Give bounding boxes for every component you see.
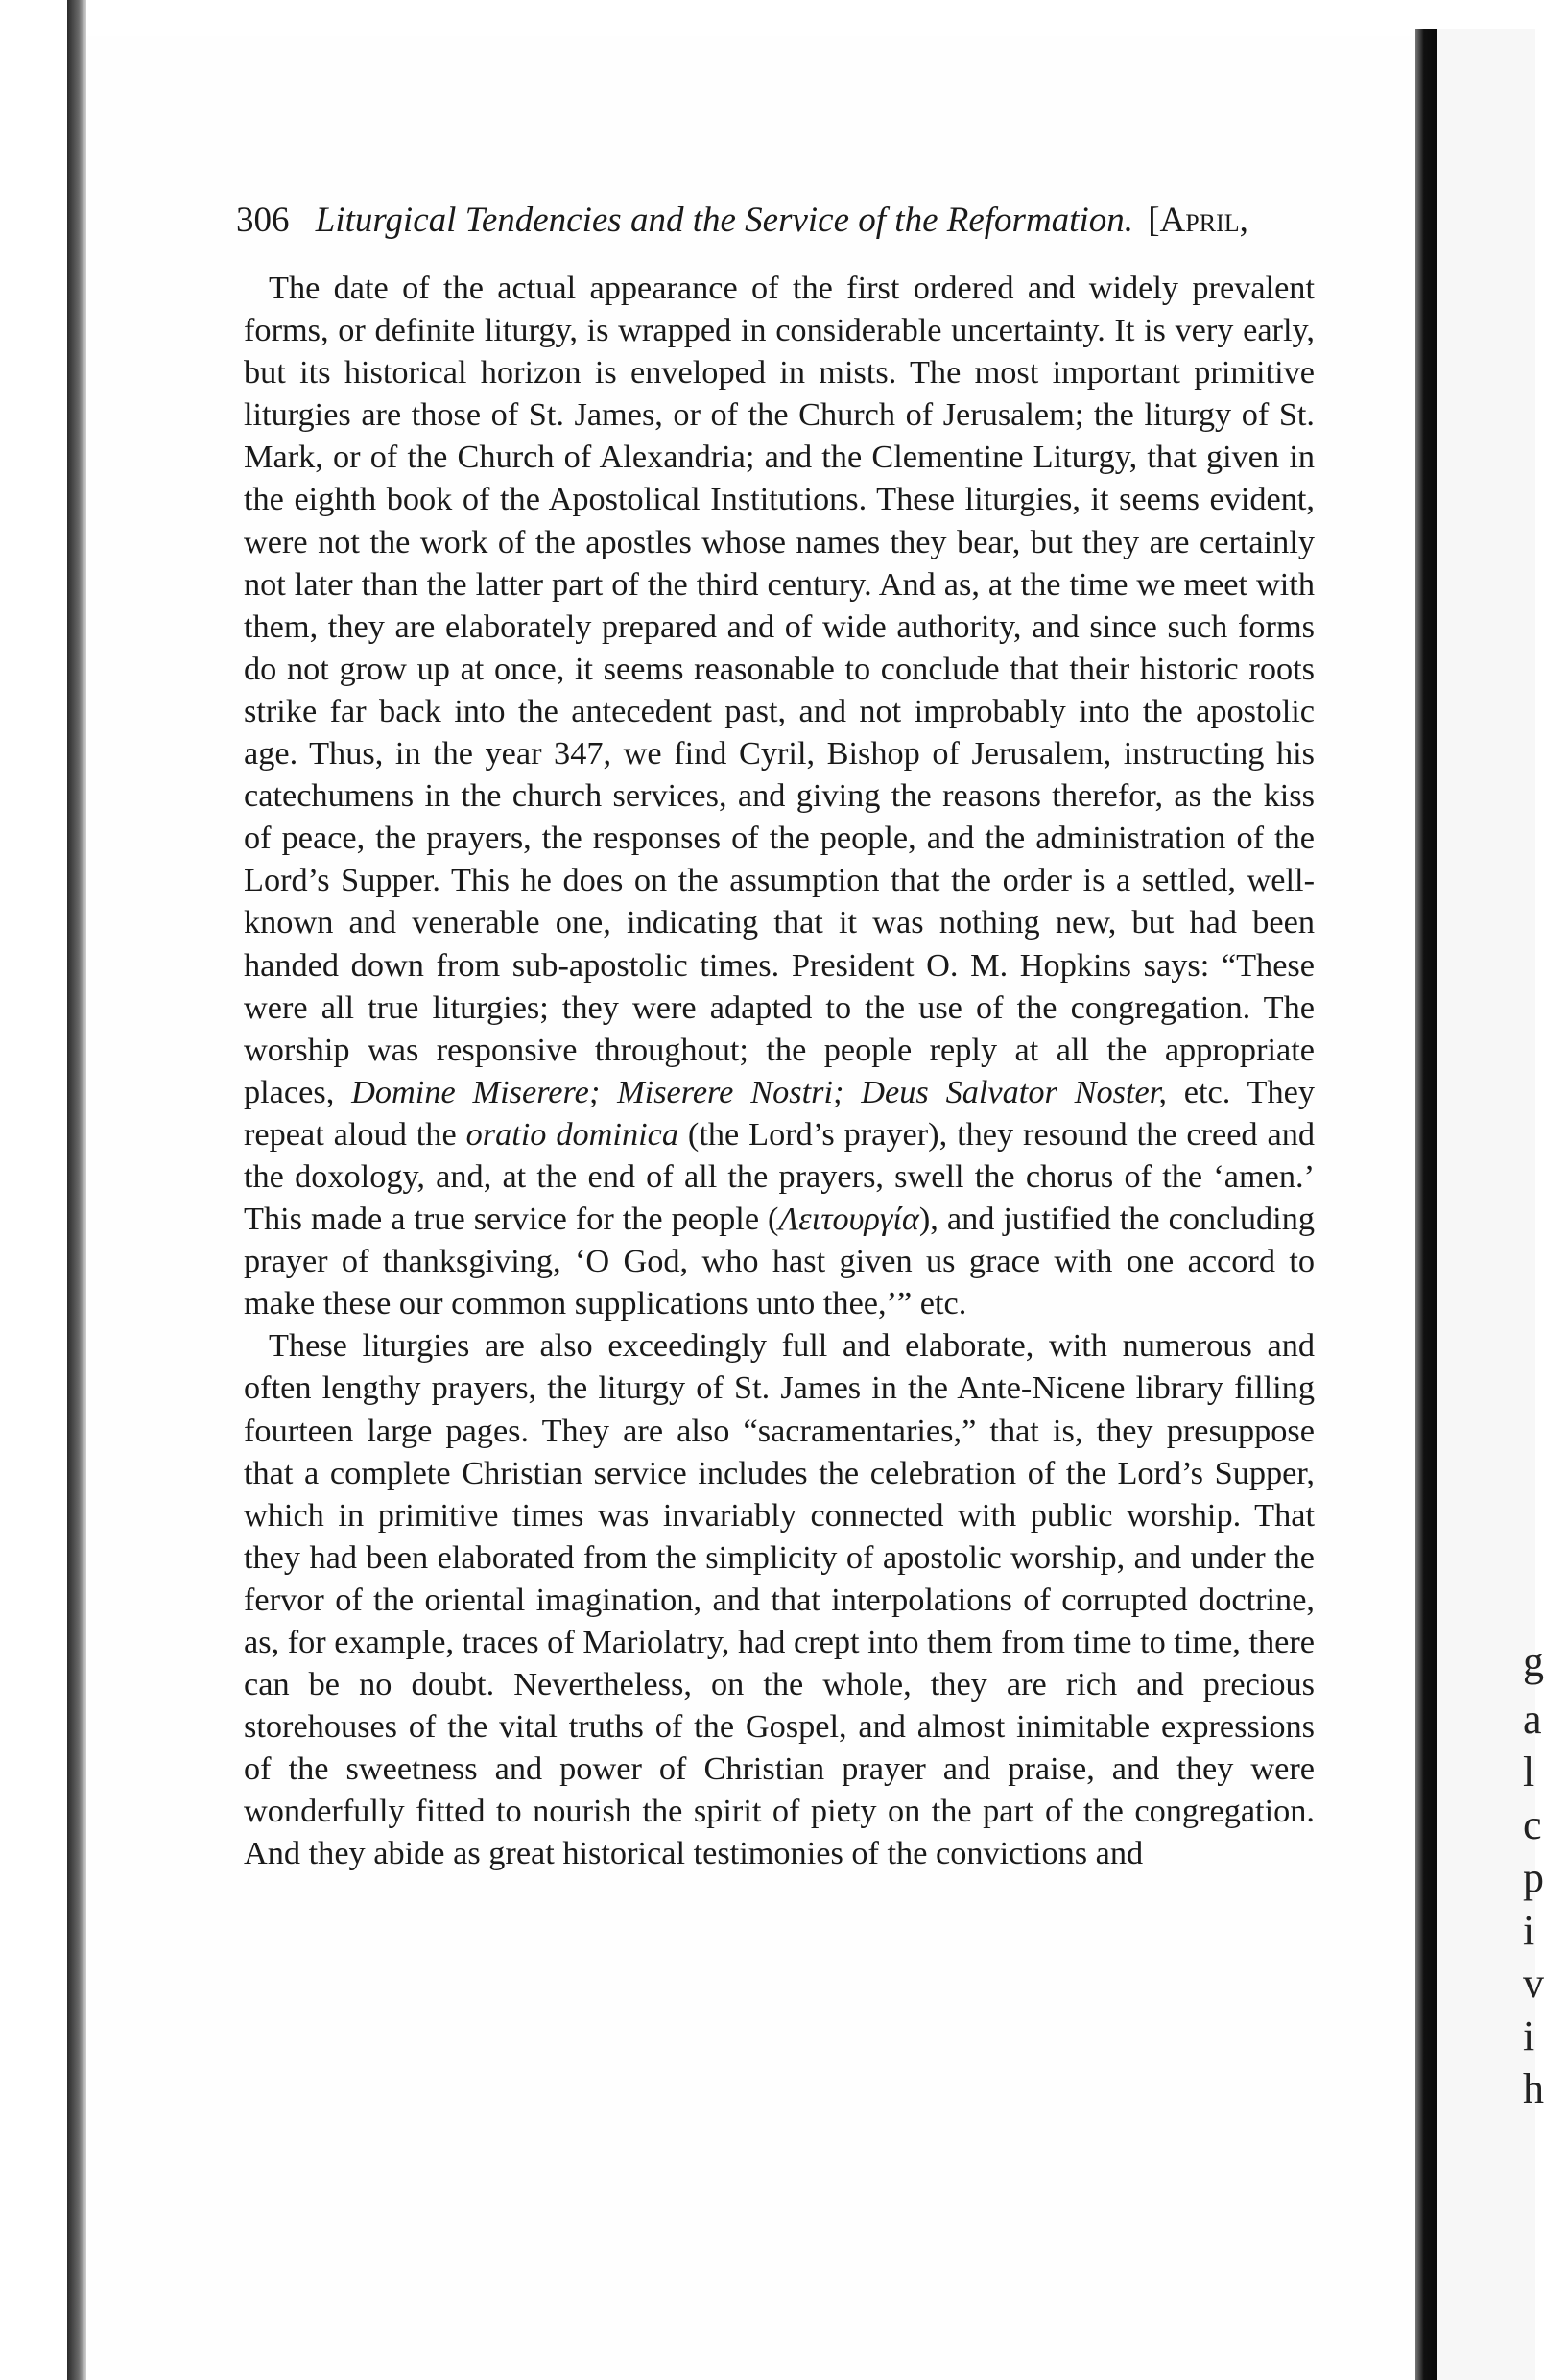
facing-page-letter: g — [1523, 1638, 1544, 1685]
paragraph-2 — [244, 1324, 1315, 1874]
facing-page-letter: h — [1523, 2065, 1544, 2112]
running-title: Liturgical Tendencies and the Service of the Reformation. — [315, 201, 1133, 240]
text-run: ), and justified the concluding prayer of thanksgiving, ‘O God, who hast given us grace with one accord to make these our common supplications unto thee,’” etc. — [244, 1201, 1315, 1322]
scan-top-margin — [86, 0, 1430, 36]
scan-left-shadow — [67, 0, 86, 2380]
latin-responses: Domine Miserere; Miserere Nostri; Deus Salvator Noster, — [351, 1073, 1167, 1110]
facing-page-letter: v — [1523, 1960, 1544, 2007]
greek-word: Λειτουργία — [778, 1201, 919, 1238]
facing-page-letter: l — [1523, 1749, 1535, 1796]
text-run: etc. They repeat aloud the — [244, 1073, 1316, 1153]
text-run: (the Lord’s prayer), they resound the creed and the doxology, and, at the end of all the prayers, swell the chorus of the ‘amen.’ This made a true service for the people ( — [244, 1115, 1315, 1238]
text-run: These liturgies are also exceedingly full and elaborate, with numerous and often lengthy prayers, the liturgy of St. James in the Ante-Nicene library filling fourteen large pages. They are also “sacramentaries,” that is, they presuppose that a complete Christian service includes the celebration of the Lord’s Supper, which in primitive times was invariably connected with public worship. That they had been elaborated from the simplicity of apostolic worship, and under the fervor of the oriental imagination, and that interpolations of corrupted doctrine, as, for example, traces of Mariolatry, had crept into them from time to time, there can be no doubt. Nevertheless, on the whole, they are rich and precious storehouses of the vital truths of the Gospel, and almost inimitable expressions of the sweetness and power of Christian prayer and praise, and they were wonderfully fitted to nourish the spirit of piety on the part of the congregation. And they abide as great historical testimonies of the convictions and — [244, 1327, 1315, 1872]
body-text — [244, 267, 1315, 1875]
page-number: 306 — [236, 201, 290, 240]
facing-page-letter: i — [1523, 1907, 1535, 1954]
facing-page-letter: p — [1523, 1854, 1544, 1901]
facing-page-letter: a — [1523, 1696, 1542, 1743]
facing-page-letter: i — [1523, 2012, 1535, 2059]
running-month: [April, — [1148, 201, 1248, 240]
facing-page-letter: c — [1523, 1801, 1542, 1848]
scan-left-margin — [0, 0, 29, 2380]
latin-oratio-dominica: oratio dominica — [465, 1115, 678, 1153]
running-head — [236, 197, 1316, 245]
facing-page-edge — [1437, 29, 1544, 2380]
text-run: The date of the actual appearance of the first ordered and widely prevalent forms, or definite liturgy, is wrapped in considerable uncertainty. It is very early, but its historical horizon is enveloped in mists. The most important primitive liturgies are those of St. James, or of the Church of Jerusalem; the liturgy of St. Mark, or of the Church of Alexandria; and the Clementine Liturgy, that given in the eighth book of the Apostolical Institutions. These liturgies, it seems evident, were not the work of the apostles whose names they bear, but they are certainly not later than the latter part of the third century. And as, at the time we meet with them, they are elaborately prepared and of wide authority, and since such forms do not grow up at once, it seems reasonable to conclude that their historic roots strike far back into the antecedent past, and not improbably into the apostolic age. Thus, in the year 347, we find Cyril, Bishop of Jerusalem, instructing his catechumens in the church services, and giving the reasons therefor, as the kiss of peace, the prayers, the responses of the people, and the administration of the Lord’s Supper. This he does on the assumption that the order is a settled, well-known and venerable one, indicating that it was nothing new, but had been handed down from sub-apostolic times. President O. M. Hopkins says: “These were all true liturgies; they were adapted to the use of the congregation. The worship was responsive throughout; the people reply at all the appropriate places, — [244, 270, 1315, 1110]
book-gutter-shadow — [1415, 29, 1437, 2380]
paragraph-1 — [244, 267, 1315, 1324]
